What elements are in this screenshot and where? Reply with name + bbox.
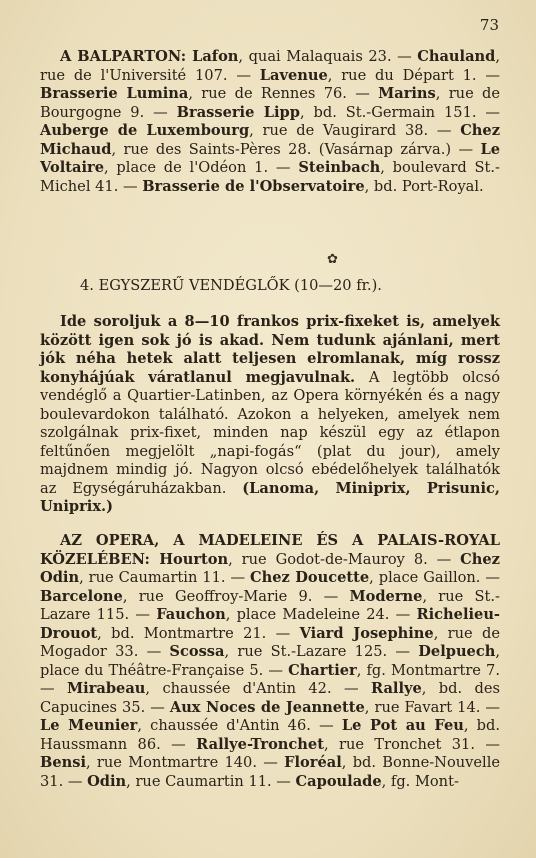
bold-text-run: Capoulade <box>295 772 382 790</box>
bold-text-run: Chez Michaud <box>40 122 500 158</box>
text-run: , chaussée d'Antin 42. — <box>145 680 371 697</box>
text-run: , rue Montmartre 140. — <box>86 754 285 771</box>
text-run: , rue des Saints-Pères 28. (Vasárnap zárva.) — <box>111 140 481 158</box>
bold-text-run: Hourton <box>159 550 229 568</box>
bold-text-run: (Lanoma, Miniprix, Prisunic, Uniprix.) <box>40 479 500 515</box>
section-intro-paragraph <box>40 313 500 517</box>
text-run: , rue de Mogador 33. — <box>40 624 500 660</box>
ornament-icon: ✿ <box>327 252 338 267</box>
bold-text-run: Aux Noces de Jeannette <box>169 698 365 716</box>
text-run: , place Madeleine 24. — <box>225 606 417 623</box>
text-run: , rue du Départ 1. — <box>327 66 500 84</box>
bold-text-run: Chez Odin <box>40 550 500 586</box>
bold-text-run: Brasserie Lumina <box>40 85 189 102</box>
bold-text-run: Auberge de Luxembourg <box>40 122 250 139</box>
restaurant-list-opera <box>40 532 500 791</box>
text-run: , bd. Haussmann 86. — <box>40 717 501 753</box>
bold-text-run: Rallye-Tronchet <box>196 735 324 753</box>
bold-text-run: Lafon <box>192 48 239 65</box>
text-run: , fg. Mont- <box>381 772 459 790</box>
bold-text-run: Delpuech <box>418 643 496 660</box>
bold-text-run: Barcelone <box>40 587 123 605</box>
bold-text-run: Le Meunier <box>40 717 138 734</box>
bold-text-run: Mirabeau <box>67 680 146 697</box>
text-run: , rue Tronchet 31. — <box>323 735 500 753</box>
text-run: , rue Caumartin 11. — <box>126 772 296 790</box>
text-run: , place Gaillon. — <box>369 569 500 586</box>
text-run: , bd. des Capucines 35. — <box>40 680 500 716</box>
text-run: , bd. St.-Germain 151. — <box>299 103 500 121</box>
bold-text-run: AZ OPERA, A MADELEINE ÉS A PALAIS-ROYAL KÖZELÉBEN: <box>40 532 500 568</box>
text-run: , rue St.-Lazare 125. — <box>224 643 419 660</box>
text-run: , rue Caumartin 11. — <box>79 569 251 586</box>
bold-text-run: Marins <box>378 85 436 102</box>
bold-text-run: Bensi <box>40 754 86 771</box>
text-run: , rue Godot-de-Mauroy 8. — <box>228 550 461 568</box>
text-run: , quai Malaquais 23. — <box>238 48 418 65</box>
text-run: , boulevard St.-Michel 41. — <box>40 159 500 195</box>
bold-text-run: Brasserie Lipp <box>176 103 300 121</box>
bold-text-run: Floréal <box>284 754 342 771</box>
bold-text-run: Chartier <box>288 661 357 679</box>
text-run: , rue Favart 14. — <box>364 698 500 716</box>
bold-text-run: Fauchon <box>156 606 226 623</box>
page-number: 73 <box>479 16 499 34</box>
text-run: , rue de l'Université 107. — <box>40 48 500 84</box>
bold-text-run: Chauland <box>417 48 496 65</box>
text-run: , fg. Montmartre 7. — <box>40 661 500 697</box>
restaurant-list-left-bank <box>40 48 500 196</box>
text-run: , place du Théâtre-Française 5. — <box>40 643 500 679</box>
bold-text-run: A BALPARTON: <box>60 48 193 65</box>
bold-text-run: Moderne <box>349 587 423 605</box>
bold-text-run: Ide soroljuk a 8—10 frankos prix-fixeket is, amelyek között igen sok jó is akad. Nem tudunk ajánlani, mert jók néha hetek alatt teljesen elromlanak, míg rossz konyhájúak váratlanul megjavulnak. <box>40 313 500 386</box>
bold-text-run: Steinbach <box>298 159 381 176</box>
bold-text-run: Richelieu-Drouot <box>40 606 500 642</box>
text-run: , rue de Rennes 76. — <box>188 85 379 102</box>
section-heading: 4. EGYSZERŰ VENDÉGLŐK (10—20 fr.). <box>80 277 382 294</box>
text-run: , rue de Vaugirard 38. — <box>249 122 461 139</box>
bold-text-run: Chez Doucette <box>250 569 370 586</box>
bold-text-run: Le Voltaire <box>40 140 500 176</box>
bold-text-run: Odin <box>87 772 127 790</box>
text-run: , rue Geoffroy-Marie 9. — <box>122 587 350 605</box>
bold-text-run: Lavenue <box>259 66 328 84</box>
text-run: , bd. Bonne-Nouvelle 31. — <box>40 754 500 790</box>
text-run: , place de l'Odéon 1. — <box>103 159 299 176</box>
text-run: , chaussée d'Antin 46. — <box>137 717 342 734</box>
text-run: , rue de Bourgogne 9. — <box>40 85 500 121</box>
text-run: , rue St.-Lazare 115. — <box>40 587 500 623</box>
text-run: , bd. Montmartre 21. — <box>97 624 300 642</box>
bold-text-run: Scossa <box>169 643 225 660</box>
bold-text-run: Viard Josephine <box>299 624 434 642</box>
bold-text-run: Le Pot au Feu <box>341 717 464 734</box>
bold-text-run: Rallye <box>370 680 422 697</box>
text-run: , bd. Port-Royal. <box>364 177 484 195</box>
text-run: A legtöbb olcsó vendéglő a Quartier-Latinben, az Opera környékén és a nagy boulevardokon található. Azokon a helyeken, amelyek nem szolgálnak prix-fixet, minden nap készül egy az étlapon feltűnően megjelölt „napi-fogás“ (plat du jour), amely majdnem mindig jó. Nagyon olcsó ebédelőhelyek találhatók az Egységáruházakban. <box>40 368 500 497</box>
bold-text-run: Brasserie de l'Observatoire <box>142 177 365 195</box>
